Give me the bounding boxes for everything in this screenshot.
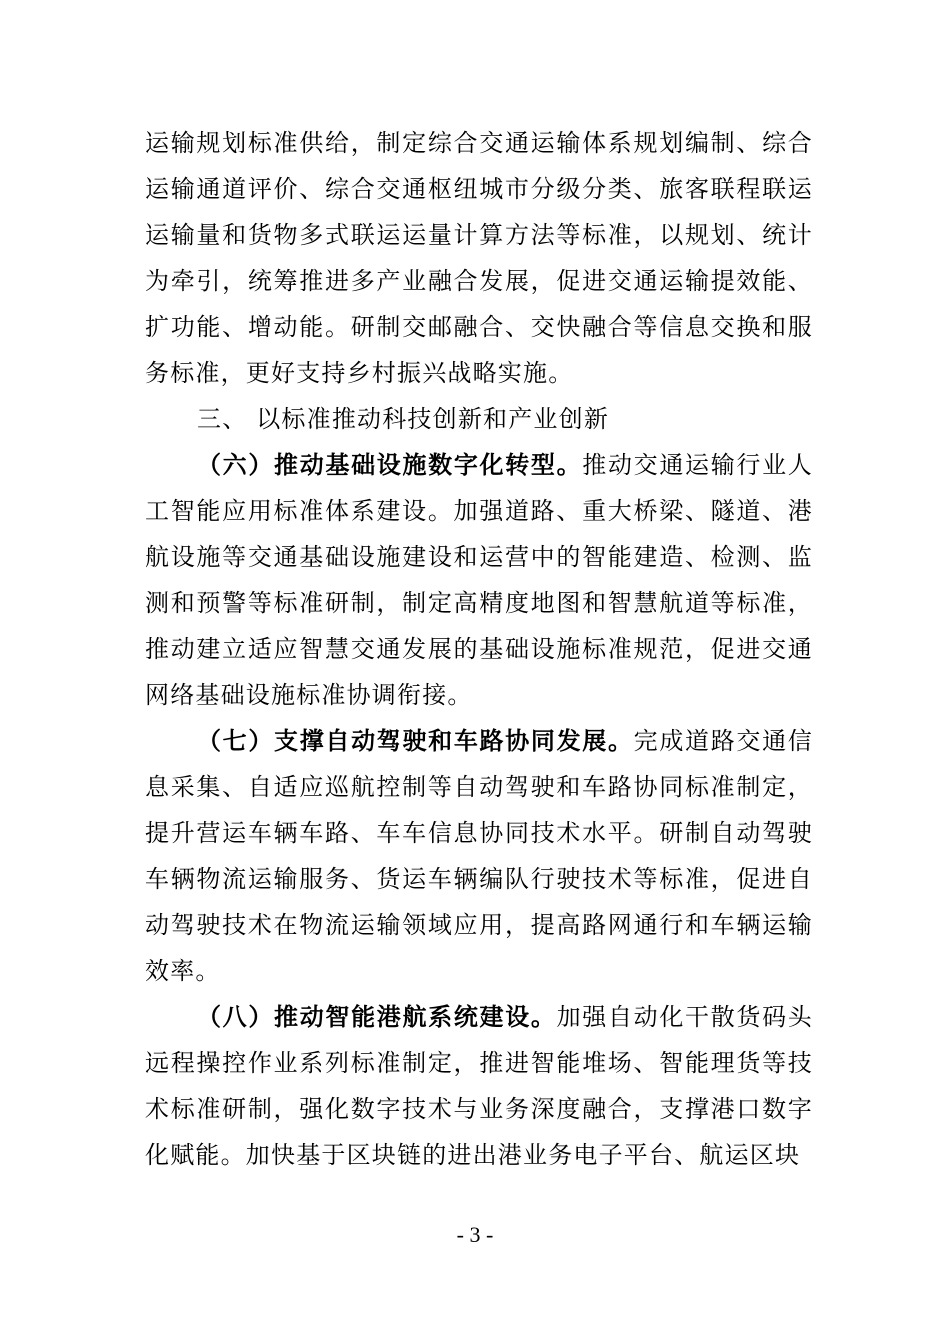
paragraph-item-7 [145, 718, 813, 994]
item-body: 加强自动化干散货码头远程操控作业系列标准制定，推进智能堆场、智能理货等技术标准研制，强化数字技术与业务深度融合，支撑港口数字化赋能。加快基于区块链的进出港业务电子平台、航运区块 [145, 1003, 813, 1169]
paragraph-item-6 [145, 442, 813, 718]
paragraph-item-8 [145, 994, 813, 1178]
page-number: - 3 - [456, 1222, 494, 1247]
document-body [145, 120, 813, 1178]
item-body: 推动交通运输行业人工智能应用标准体系建设。加强道路、重大桥梁、隧道、港航设施等交通基础设施建设和运营中的智能建造、检测、监测和预警等标准研制，制定高精度地图和智慧航道等标准，推动建立适应智慧交通发展的基础设施标准规范，促进交通网络基础设施标准协调衔接。 [145, 451, 813, 709]
item-title: （八）推动智能港航系统建设。 [197, 1002, 557, 1031]
section-heading: 三、 以标准推动科技创新和产业创新 [197, 405, 610, 433]
continuation-paragraph: 运输规划标准供给，制定综合交通运输体系规划编制、综合运输通道评价、综合交通枢纽城市分级分类、旅客联程联运运输量和货物多式联运运量计算方法等标准，以规划、统计为牵引，统筹推进多产业融合发展，促进交通运输提效能、扩功能、增动能。研制交邮融合、交快融合等信息交换和服务标准，更好支持乡村振兴战略实施。 [145, 129, 813, 387]
item-body: 完成道路交通信息采集、自适应巡航控制等自动驾驶和车路协同标准制定，提升营运车辆车路、车车信息协同技术水平。研制自动驾驶车辆物流运输服务、货运车辆编队行驶技术等标准，促进自动驾驶技术在物流运输领域应用，提高路网通行和车辆运输效率。 [145, 727, 813, 985]
item-title: （六）推动基础设施数字化转型。 [197, 450, 583, 479]
item-title: （七）支撑自动驾驶和车路协同发展。 [197, 726, 634, 755]
